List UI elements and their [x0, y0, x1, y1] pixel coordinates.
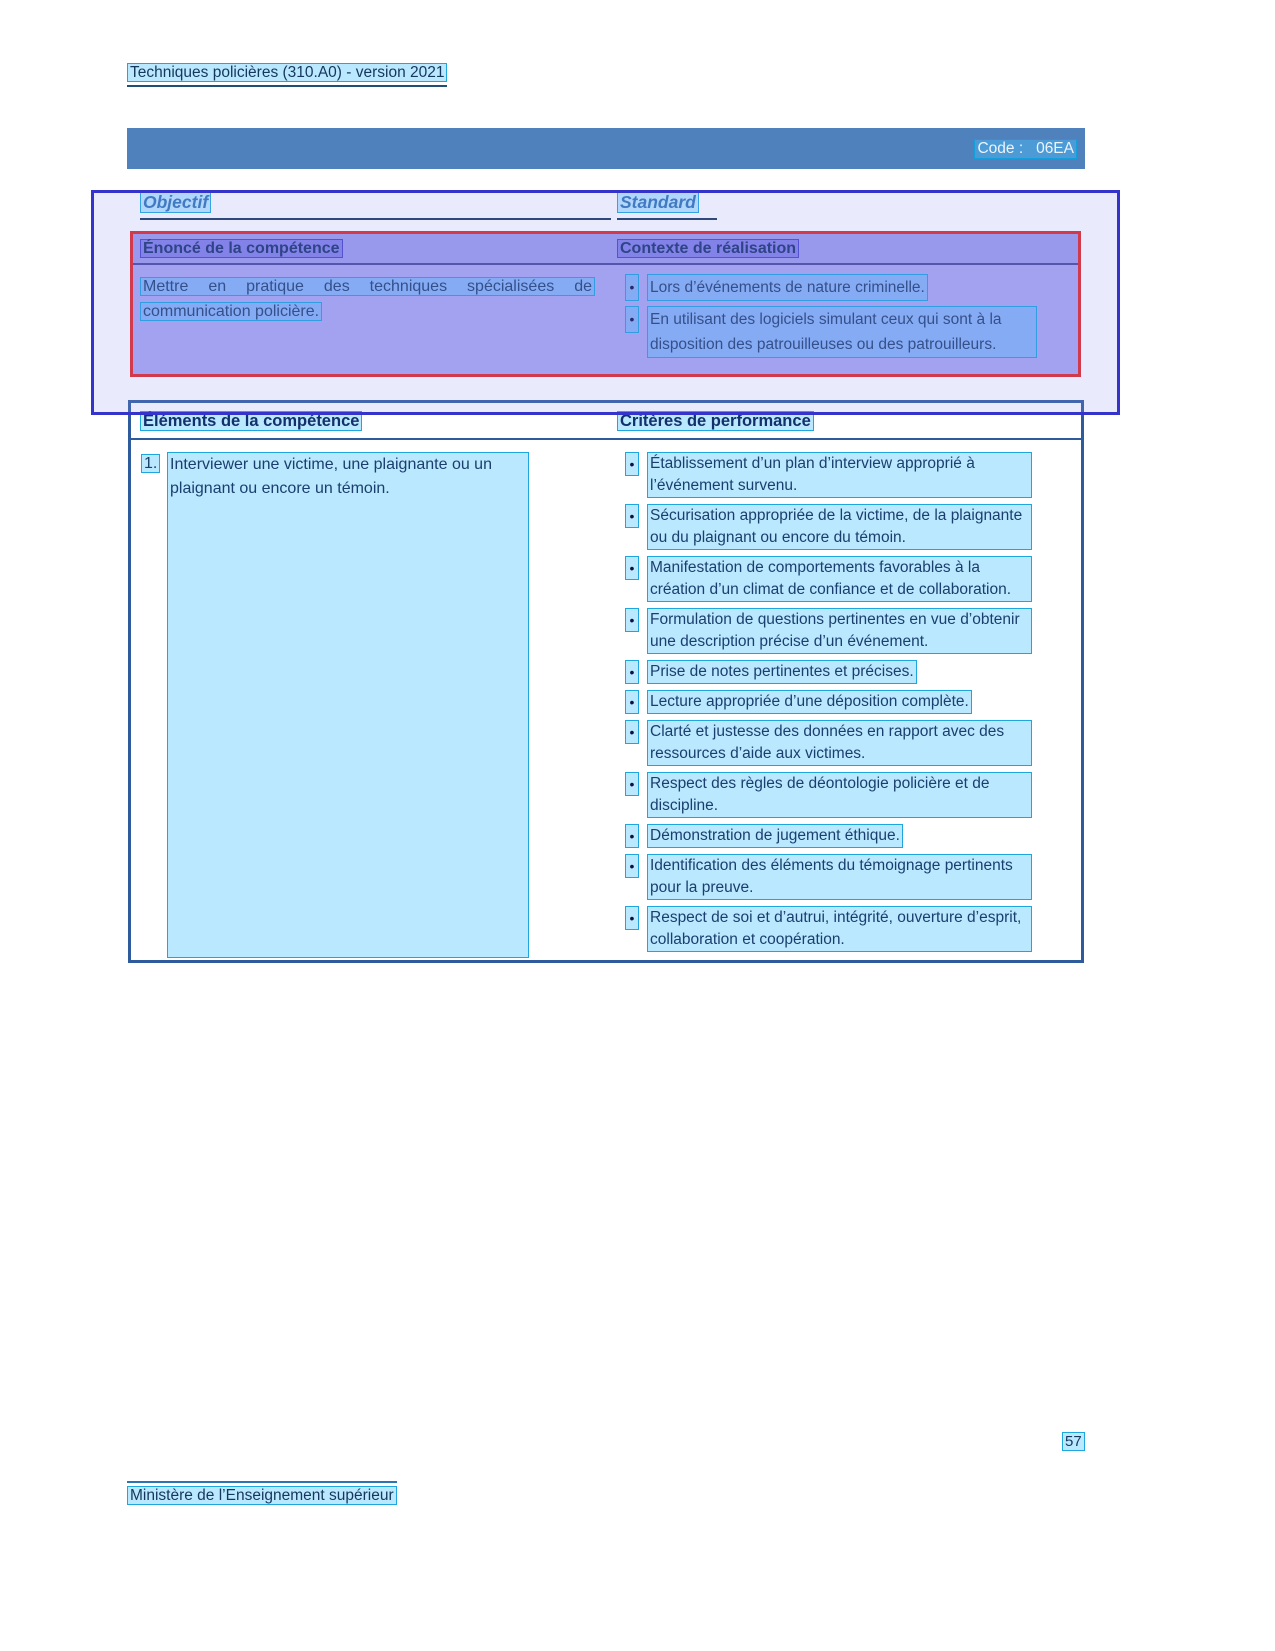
enonce-cell	[133, 274, 617, 363]
objectif-heading	[140, 192, 611, 220]
bullet-icon: •	[625, 274, 639, 301]
critere-text: Prise de notes pertinentes et précises.	[647, 660, 917, 684]
document-header	[127, 64, 447, 87]
enonce-text: Mettre en pratique des techniques spécialisées de communication policière.	[140, 277, 595, 321]
critere-text: Respect des règles de déontologie policière et de discipline.	[647, 772, 1032, 818]
critere-text: Manifestation de comportements favorables à la création d’un climat de confiance et de collaboration.	[647, 556, 1032, 602]
element-item	[131, 452, 617, 958]
bullet-icon: •	[625, 504, 639, 528]
elements-header: Éléments de la compétence	[140, 411, 362, 431]
title-banner	[127, 128, 1085, 169]
enonce-contexte-body-row	[133, 265, 1078, 363]
critere-item	[617, 854, 1075, 900]
critere-item	[617, 772, 1075, 818]
contexte-bullet-text: Lors d’événements de nature criminelle.	[647, 274, 928, 301]
contexte-bullet-text: En utilisant des logiciels simulant ceux qui sont à la disposition des patrouilleuses ou des patrouilleurs.	[647, 306, 1037, 358]
standard-title: Standard	[617, 191, 699, 213]
page-number: 57	[1062, 1433, 1085, 1450]
critere-item	[617, 690, 1075, 714]
element-text: Interviewer une victime, une plaignante ou un plaignant ou encore un témoin.	[167, 452, 529, 958]
bullet-icon: •	[625, 824, 639, 848]
contexte-bullet-item	[617, 306, 1070, 358]
standard-heading	[617, 192, 717, 220]
bullet-icon: •	[625, 906, 639, 930]
critere-text: Démonstration de jugement éthique.	[647, 824, 903, 848]
critere-text: Établissement d’un plan d’interview approprié à l’événement survenu.	[647, 452, 1032, 498]
enonce-contexte-header-row	[133, 234, 1078, 265]
bullet-icon: •	[625, 556, 639, 580]
bullet-icon: •	[625, 720, 639, 744]
header-title: Techniques policières (310.A0) - version 2021	[127, 63, 447, 82]
contexte-header: Contexte de réalisation	[617, 239, 799, 258]
critere-item	[617, 906, 1075, 952]
bullet-icon: •	[625, 660, 639, 684]
bullet-icon: •	[625, 306, 639, 333]
critere-text: Sécurisation appropriée de la victime, de la plaignante ou du plaignant ou encore du témoin.	[647, 504, 1032, 550]
element-number: 1.	[141, 454, 160, 473]
critere-text: Respect de soi et d’autrui, intégrité, ouverture d’esprit, collaboration et coopération.	[647, 906, 1032, 952]
footer-ministry: Ministère de l’Enseignement supérieur	[127, 1481, 397, 1505]
objectif-title: Objectif	[140, 191, 211, 213]
elements-criteres-header-row	[131, 403, 1081, 440]
elements-criteres-body-row	[131, 440, 1081, 958]
critere-item	[617, 720, 1075, 766]
contexte-bullet-item	[617, 274, 1070, 301]
enonce-header: Énoncé de la compétence	[140, 239, 343, 258]
critere-item	[617, 824, 1075, 848]
critere-item	[617, 504, 1075, 550]
critere-item	[617, 556, 1075, 602]
critere-text: Clarté et justesse des données en rapport avec des ressources d’aide aux victimes.	[647, 720, 1032, 766]
criteres-header: Critères de performance	[617, 411, 814, 431]
bullet-icon: •	[625, 854, 639, 878]
critere-text: Formulation de questions pertinentes en vue d’obtenir une description précise d’un événement.	[647, 608, 1032, 654]
bullet-icon: •	[625, 452, 639, 476]
critere-item	[617, 452, 1075, 498]
critere-text: Identification des éléments du témoignage pertinents pour la preuve.	[647, 854, 1032, 900]
elements-criteres-table	[128, 400, 1084, 963]
bullet-icon: •	[625, 608, 639, 632]
critere-text: Lecture appropriée d’une déposition complète.	[647, 690, 972, 714]
bullet-icon: •	[625, 690, 639, 714]
bullet-icon: •	[625, 772, 639, 796]
enonce-contexte-table	[130, 231, 1081, 377]
critere-item	[617, 608, 1075, 654]
code-label: Code : 06EA	[974, 139, 1077, 159]
contexte-cell	[617, 274, 1078, 363]
critere-item	[617, 660, 1075, 684]
criteres-cell	[617, 452, 1081, 958]
